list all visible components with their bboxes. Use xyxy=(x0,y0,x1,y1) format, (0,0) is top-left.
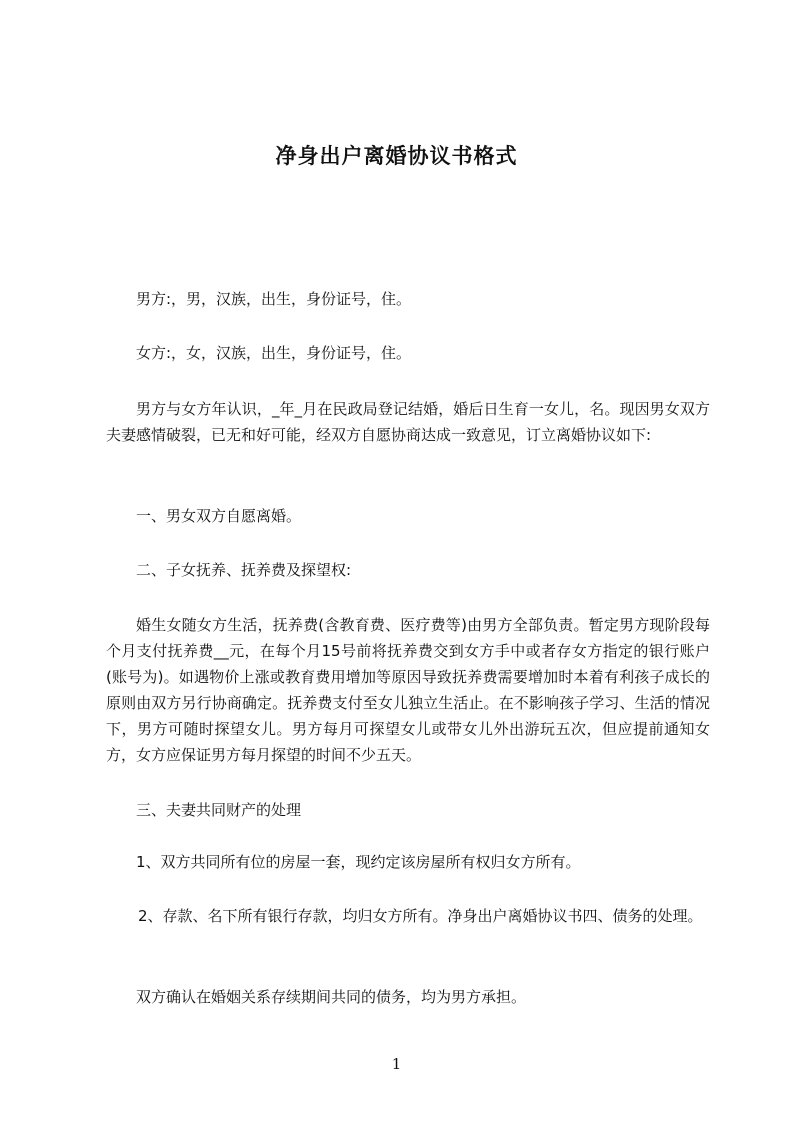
paragraph-male-party: 男方:，男，汉族，出生，身份证号，住。 xyxy=(136,290,412,308)
section-heading-divorce: 一、男女双方自愿离婚。 xyxy=(136,507,302,525)
section-heading-custody: 二、子女抚养、抚养费及探望权: xyxy=(136,561,352,579)
paragraph-property-house: 1、双方共同所有位的房屋一套，现约定该房屋所有权归女方所有。 xyxy=(136,853,581,871)
section-heading-property: 三、夫妻共同财产的处理 xyxy=(136,801,302,819)
paragraph-intro: 男方与女方年认识，_年_月在民政局登记结婚，婚后日生育一女儿，名。现因男女双方夫妻感情破裂，已无和好可能，经双方自愿协商达成一致意见，订立离婚协议如下: xyxy=(106,400,710,444)
paragraph-debts: 双方确认在婚姻关系存续期间共同的债务，均为男方承担。 xyxy=(136,988,527,1006)
paragraph-custody-details: 婚生女随女方生活，抚养费(含教育费、医疗费等)由男方全部负责。暂定男方现阶段每个月支付抚养费__元，在每个月15号前将抚养费交到女方手中或者存女方指定的银行账户(账号为)。如遇物价上涨或教育费用增加等原因导致抚养费需要增加时本着有利孩子成长的原则由双方另行协商确定。抚养费支付至女儿独立生活止。在不影响孩子学习、生活的情况下，男方可随时探望女儿。男方每月可探望女儿或带女儿外出游玩五次，但应提前通知女方，女方应保证男方每月探望的时间不少五天。 xyxy=(106,616,710,764)
paragraph-property-savings: 2、存款、名下所有银行存款，均归女方所有。净身出户离婚协议书四、债务的处理。 xyxy=(138,907,703,925)
document-title: 净身出户离婚协议书格式 xyxy=(275,144,518,168)
paragraph-female-party: 女方:，女，汉族，出生，身份证号，住。 xyxy=(136,344,412,362)
page-number: 1 xyxy=(391,1055,402,1073)
